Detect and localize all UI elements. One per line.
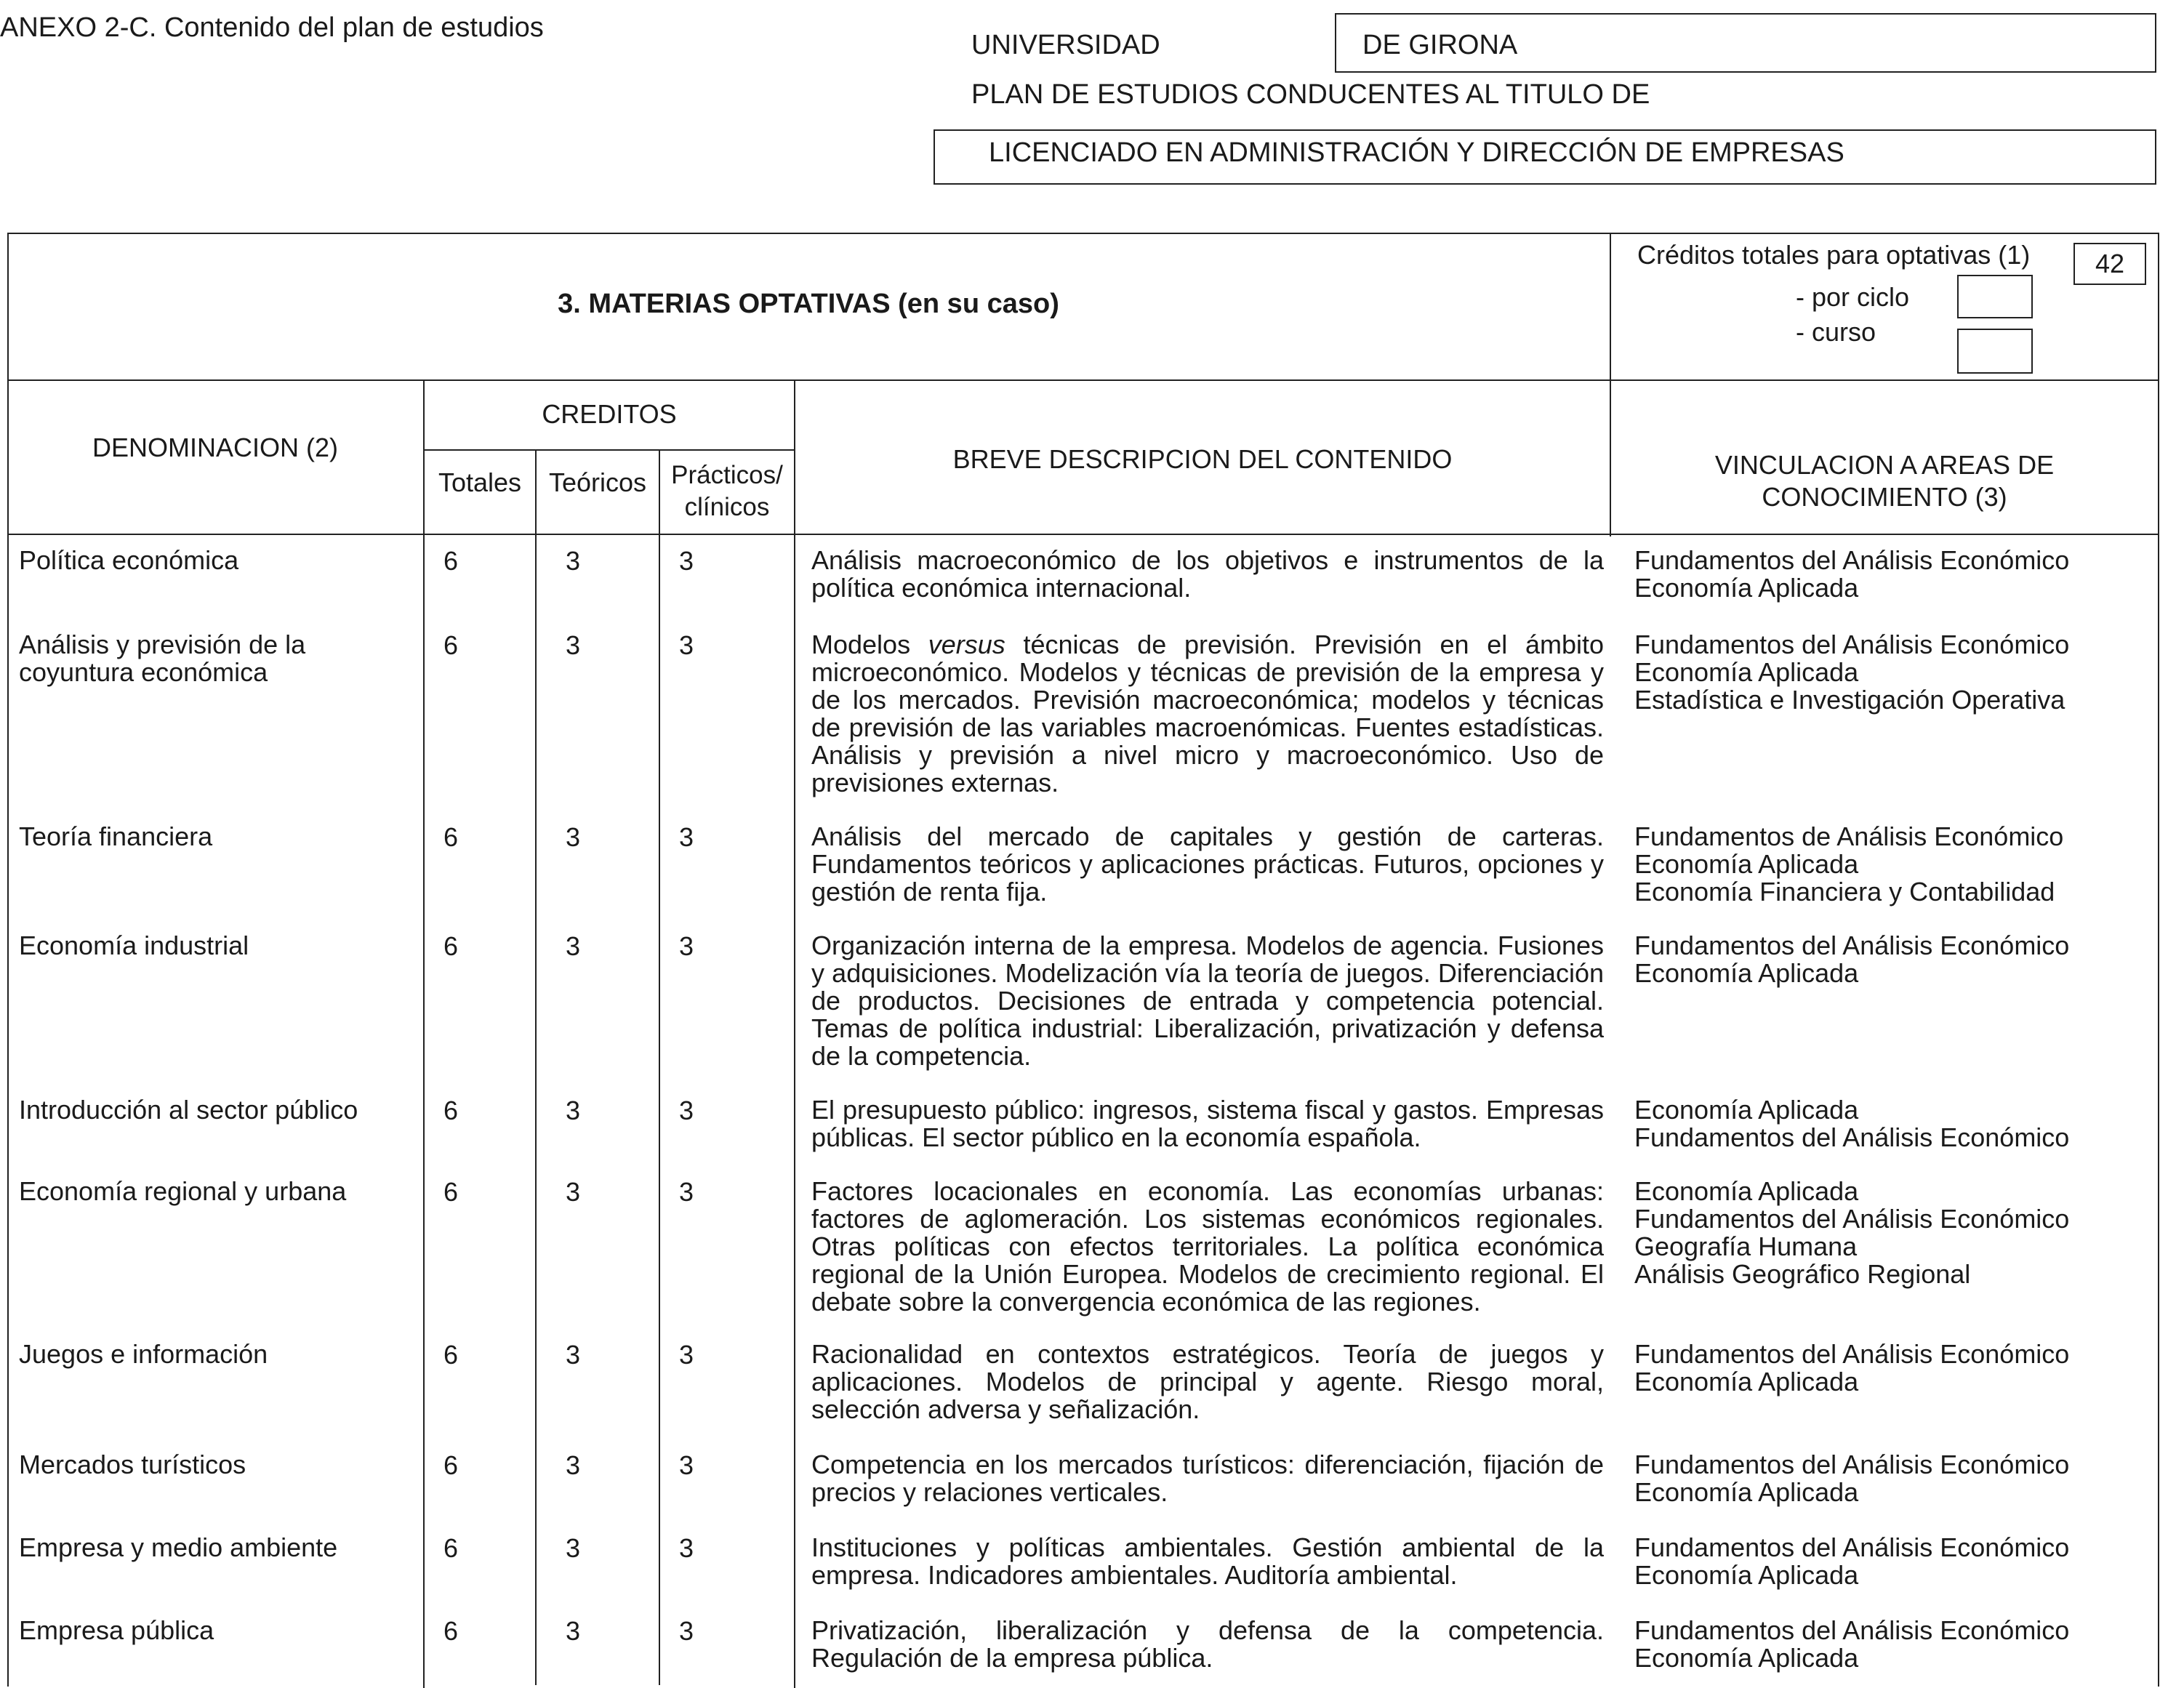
- row-7-teoricos: 3: [566, 1450, 581, 1480]
- area-line: Fundamentos del Análisis Económico: [1634, 1339, 2070, 1369]
- plan-label: PLAN DE ESTUDIOS CONDUCENTES AL TITULO DE: [971, 79, 1650, 110]
- row-0-description: Análisis macroeconómico de los objetivos e instrumentos de la política económica internacional.: [811, 545, 1604, 603]
- row-4-teoricos: 3: [566, 1096, 581, 1125]
- col-divider-4: [794, 379, 795, 1688]
- area-line: Fundamentos del Análisis Económico: [1634, 630, 2070, 659]
- row-0-practicos: 3: [679, 546, 694, 576]
- row-2-description: Análisis del mercado de capitales y gestión de carteras. Fundamentos teóricos y aplicaciones prácticas. Futuros, opciones y gestión de renta fija.: [811, 821, 1604, 907]
- area-line: Fundamentos del Análisis Económico: [1634, 1615, 2070, 1645]
- per-cycle-box: [1957, 275, 2033, 318]
- row-7-totales: 6: [443, 1450, 459, 1480]
- row-2-teoricos: 3: [566, 822, 581, 852]
- col-totales: Totales: [438, 467, 522, 497]
- credits-total-label: Créditos totales para optativas (1): [1637, 240, 2031, 270]
- row-0-totales: 6: [443, 546, 459, 576]
- area-line: Economía Financiera y Contabilidad: [1634, 877, 2055, 907]
- area-line: Análisis Geográfico Regional: [1634, 1259, 1971, 1289]
- col-vinculacion-line2: CONOCIMIENTO (3): [1762, 482, 2007, 512]
- section-bottom-rule: [7, 379, 2159, 381]
- row-4-description: El presupuesto público: ingresos, sistema fiscal y gastos. Empresas públicas. El sector público en la economía española.: [811, 1095, 1604, 1152]
- row-9-name: Empresa pública: [19, 1615, 214, 1645]
- row-4-totales: 6: [443, 1096, 459, 1125]
- row-5-areas: [1634, 1178, 2158, 1288]
- row-2-areas: [1634, 823, 2158, 906]
- row-7-practicos: 3: [679, 1450, 694, 1480]
- row-1-name: Análisis y previsión de la coyuntura económica: [19, 630, 306, 687]
- row-1-totales: 6: [443, 630, 459, 660]
- col-practicos: [660, 459, 794, 523]
- row-8-name: Empresa y medio ambiente: [19, 1532, 338, 1562]
- university-label: UNIVERSIDAD: [971, 30, 1160, 60]
- area-line: Economía Aplicada: [1634, 1477, 1859, 1507]
- row-5-teoricos: 3: [566, 1177, 581, 1207]
- annex-code: ANEXO 2-C.: [0, 12, 157, 43]
- degree-title: LICENCIADO EN ADMINISTRACIÓN Y DIRECCIÓN DE EMPRESAS: [989, 137, 1844, 168]
- row-3-description: Organización interna de la empresa. Modelos de agencia. Fusiones y adquisiciones. Modelización vía la teoría de juegos. Diferenciación de productos. Decisiones de entrada y competencia potencial. Temas de política industrial: Liberalización, privatización y defensa de la competencia.: [811, 931, 1604, 1071]
- row-6-totales: 6: [443, 1340, 459, 1370]
- row-7-name: Mercados turísticos: [19, 1450, 246, 1479]
- row-1-practicos: 3: [679, 630, 694, 660]
- area-line: Fundamentos del Análisis Económico: [1634, 545, 2070, 575]
- row-4-name: Introducción al sector público: [19, 1095, 358, 1125]
- area-line: Fundamentos de Análisis Económico: [1634, 821, 2064, 851]
- row-4-practicos: 3: [679, 1096, 694, 1125]
- col-vinculacion: [1611, 449, 2158, 513]
- row-3-areas: [1634, 932, 2158, 987]
- area-line: Estadística e Investigación Operativa: [1634, 685, 2065, 715]
- row-6-practicos: 3: [679, 1340, 694, 1370]
- row-7-description: Competencia en los mercados turísticos: diferenciación, fijación de precios y relaciones verticales.: [811, 1450, 1604, 1507]
- area-line: Economía Aplicada: [1634, 1176, 1859, 1206]
- area-line: Economía Aplicada: [1634, 1560, 1859, 1590]
- header-bottom-rule: [7, 534, 2159, 535]
- row-9-areas: [1634, 1617, 2158, 1672]
- area-line: Economía Aplicada: [1634, 1643, 1859, 1673]
- course-box: [1957, 329, 2033, 374]
- per-cycle-label: - por ciclo: [1796, 282, 1910, 312]
- credits-total-value: 42: [2095, 249, 2125, 278]
- col-divider-3: [659, 449, 660, 1685]
- col-descripcion: BREVE DESCRIPCION DEL CONTENIDO: [952, 444, 1453, 474]
- col-denominacion: DENOMINACION (2): [92, 433, 338, 462]
- row-8-areas: [1634, 1534, 2158, 1589]
- col-divider-2: [535, 449, 537, 1685]
- row-6-description: Racionalidad en contextos estratégicos. Teoría de juegos y aplicaciones. Modelos de principal y agente. Riesgo moral, selección adversa y señalización.: [811, 1339, 1604, 1424]
- row-5-description: Factores locacionales en economía. Las economías urbanas: factores de aglomeración. Los sistemas económicos regionales. Otras políticas con efectos territoriales. La política económica regional de la Unión Europea. Modelos de crecimiento regional. El debate sobre la convergencia económica de las regiones.: [811, 1176, 1604, 1317]
- row-9-teoricos: 3: [566, 1616, 581, 1646]
- col-practicos-line1: Prácticos/: [671, 461, 783, 489]
- row-0-teoricos: 3: [566, 546, 581, 576]
- area-line: Geografía Humana: [1634, 1231, 1858, 1261]
- annex-title: Contenido del plan de estudios: [164, 12, 544, 43]
- row-8-description: Instituciones y políticas ambientales. Gestión ambiental de la empresa. Indicadores ambientales. Auditoría ambiental.: [811, 1532, 1604, 1590]
- university-value: DE GIRONA: [1362, 30, 1518, 60]
- row-0-name: Política económica: [19, 545, 239, 575]
- row-7-areas: [1634, 1451, 2158, 1506]
- creditos-sub-rule: [423, 449, 795, 451]
- area-line: Economía Aplicada: [1634, 849, 1859, 879]
- course-label: - curso: [1796, 317, 1876, 347]
- row-5-name: Economía regional y urbana: [19, 1176, 347, 1206]
- area-line: Fundamentos del Análisis Económico: [1634, 931, 2070, 960]
- row-9-totales: 6: [443, 1616, 459, 1646]
- row-8-totales: 6: [443, 1533, 459, 1563]
- row-5-practicos: 3: [679, 1177, 694, 1207]
- area-line: Economía Aplicada: [1634, 1367, 1859, 1396]
- row-5-totales: 6: [443, 1177, 459, 1207]
- row-2-practicos: 3: [679, 822, 694, 852]
- col-divider-1: [423, 379, 425, 1688]
- row-2-name: Teoría financiera: [19, 821, 213, 851]
- col-teoricos: Teóricos: [548, 467, 647, 497]
- row-1-areas: [1634, 631, 2158, 714]
- area-line: Fundamentos del Análisis Económico: [1634, 1532, 2070, 1562]
- annex-heading: [0, 12, 544, 44]
- row-8-practicos: 3: [679, 1533, 694, 1563]
- col-vinculacion-line1: VINCULACION A AREAS DE: [1714, 450, 2055, 480]
- col-creditos: CREDITOS: [542, 399, 677, 429]
- row-4-areas: [1634, 1096, 2158, 1152]
- area-line: Economía Aplicada: [1634, 573, 1859, 603]
- col-practicos-line2: clínicos: [684, 493, 770, 521]
- row-9-description: Privatización, liberalización y defensa de la competencia. Regulación de la empresa pública.: [811, 1615, 1604, 1673]
- row-0-areas: [1634, 547, 2158, 602]
- area-line: Fundamentos del Análisis Económico: [1634, 1204, 2070, 1234]
- row-1-description: Modelos versus técnicas de previsión. Previsión en el ámbito microeconómico. Modelos y técnicas de previsión de la empresa y de los mercados. Previsión macroeconómica; modelos y técnicas de previsión de las variables macroenómicas. Fuentes estadísticas. Análisis y previsión a nivel micro y macroeconómico. Uso de previsiones externas.: [811, 630, 1604, 797]
- row-6-areas: [1634, 1341, 2158, 1396]
- row-6-name: Juegos e información: [19, 1339, 268, 1369]
- row-3-name: Economía industrial: [19, 931, 249, 960]
- row-3-teoricos: 3: [566, 931, 581, 961]
- row-8-teoricos: 3: [566, 1533, 581, 1563]
- row-2-totales: 6: [443, 822, 459, 852]
- area-line: Economía Aplicada: [1634, 958, 1859, 988]
- row-3-practicos: 3: [679, 931, 694, 961]
- area-line: Economía Aplicada: [1634, 657, 1859, 687]
- area-line: Fundamentos del Análisis Económico: [1634, 1450, 2070, 1479]
- row-1-teoricos: 3: [566, 630, 581, 660]
- area-line: Fundamentos del Análisis Económico: [1634, 1122, 2070, 1152]
- row-6-teoricos: 3: [566, 1340, 581, 1370]
- section-title: 3. MATERIAS OPTATIVAS (en su caso): [558, 289, 1059, 319]
- row-9-practicos: 3: [679, 1616, 694, 1646]
- row-3-totales: 6: [443, 931, 459, 961]
- area-line: Economía Aplicada: [1634, 1095, 1859, 1125]
